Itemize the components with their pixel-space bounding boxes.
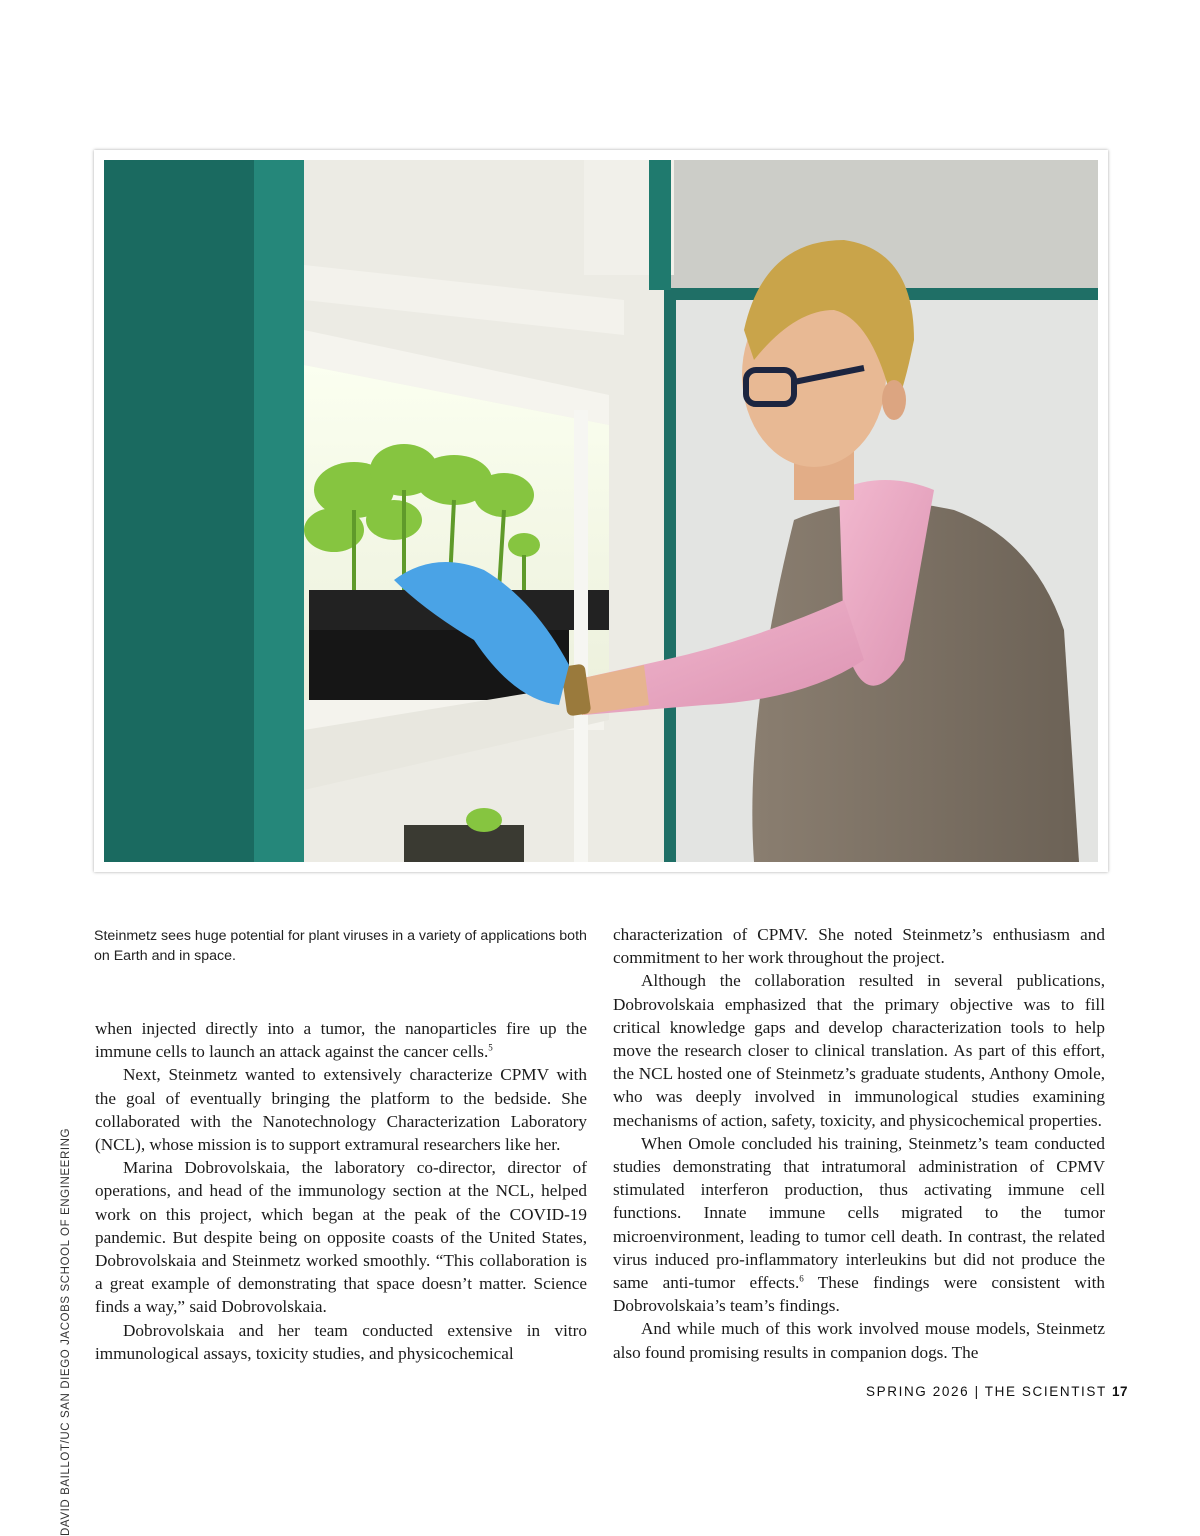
paragraph-text: When Omole concluded his training, Steinmetz’s team conducted studies demonstrating that intratumoral administration of CPMV stimulated interferon production, thus activating immune cell functions. Innate immune cells migrated to the tumor microenvironment, leading to tumor cell death. In contrast, the related virus induced pro-inflammatory interleukins but did not produce the same anti-tumor effects. <box>613 1133 1105 1293</box>
paragraph: Next, Steinmetz wanted to extensively characterize CPMV with the goal of eventually bringing the platform to the bedside. She collaborated with the Nanotechnology Characterization Laboratory (NCL), whose mission is to support extramural researchers like her. <box>95 1065 587 1155</box>
reference-marker: 5 <box>488 1042 493 1053</box>
issue-label: SPRING 2026 <box>866 1384 970 1399</box>
lab-photo <box>104 160 1098 862</box>
footer-separator: | <box>974 1384 980 1399</box>
paragraph-text: These findings were consistent with Dobrovolskaia’s team’s findings. <box>613 1273 1105 1316</box>
paragraph: characterization of CPMV. She noted Steinmetz’s enthusiasm and commitment to her work throughout the project. <box>613 925 1105 968</box>
lab-photo-illustration <box>104 160 1098 862</box>
paragraph-text: when injected directly into a tumor, the nanoparticles fire up the immune cells to launch an attack against the cancer cells. <box>95 1019 587 1062</box>
paragraph: And while much of this work involved mouse models, Steinmetz also found promising results in companion dogs. The <box>613 1319 1105 1362</box>
paragraph: Marina Dobrovolskaia, the laboratory co-director, director of operations, and head of the immunology section at the NCL, helped work on this project, which began at the peak of the COVID-19 pandemic. But despite being on opposite coasts of the United States, Dobrovolskaia and Steinmetz worked smoothly. “This collaboration is a great example of demonstrating that space doesn’t matter. Science finds a way,” said Dobrovolskaia. <box>95 1158 587 1317</box>
photo-caption: Steinmetz sees huge potential for plant viruses in a variety of applications both on Earth and in space. <box>94 928 587 964</box>
page-footer <box>866 1384 1128 1399</box>
photo-credit-text: DAVID BAILLOT/UC SAN DIEGO JACOBS SCHOOL OF ENGINEERING <box>60 1127 72 1536</box>
article-column-left <box>95 1017 587 1365</box>
article-column-right <box>613 923 1105 1364</box>
paragraph <box>613 1132 1105 1318</box>
page-number: 17 <box>1111 1384 1128 1399</box>
photo-frame <box>94 150 1108 872</box>
paragraph: Although the collaboration resulted in several publications, Dobrovolskaia emphasized that the primary objective was to fill critical knowledge gaps and develop characterization tools to help move the research closer to clinical translation. As part of this effort, the NCL hosted one of Steinmetz’s graduate students, Anthony Omole, who was deeply involved in immunological studies examining mechanisms of action, safety, toxicity, and physicochemical properties. <box>613 971 1105 1130</box>
reference-marker: 6 <box>799 1273 804 1284</box>
paragraph: Dobrovolskaia and her team conducted extensive in vitro immunological assays, toxicity studies, and physicochemical <box>95 1320 587 1363</box>
paragraph <box>95 1017 587 1063</box>
photo-credit <box>60 1030 80 1536</box>
publication-name: THE SCIENTIST <box>984 1384 1107 1399</box>
